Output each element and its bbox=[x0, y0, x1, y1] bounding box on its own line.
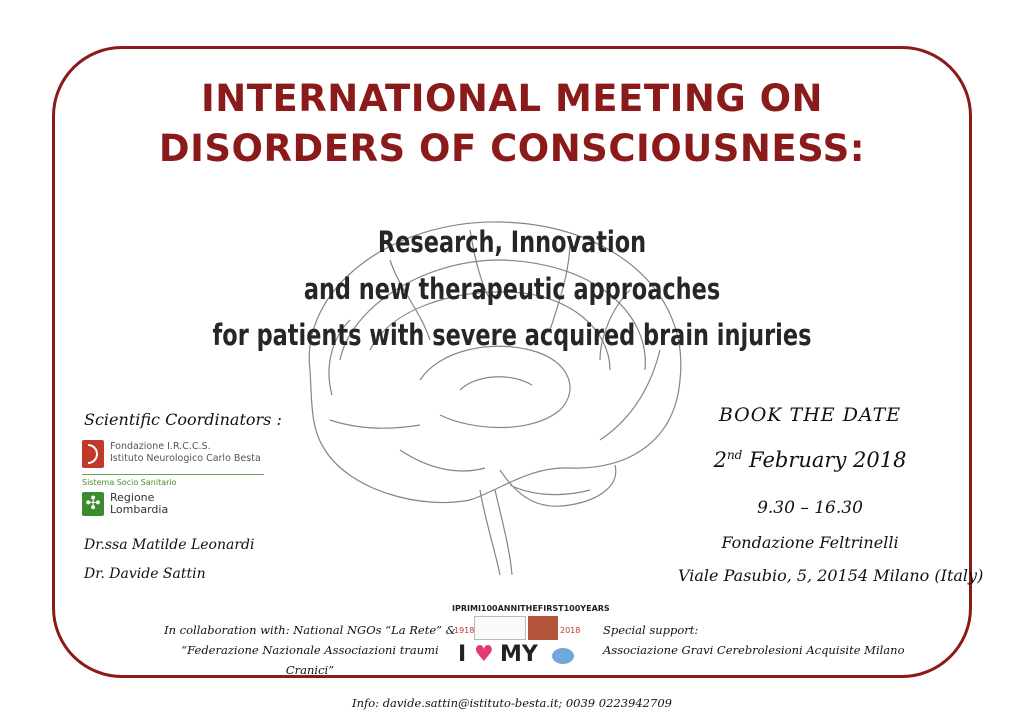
subtitle-line-3: for patients with severe acquired brain injuries bbox=[212, 318, 812, 352]
collaboration-line-1: In collaboration with: National NGOs “La Rete” & bbox=[164, 623, 456, 637]
centenary-year-start: 1918 bbox=[454, 626, 475, 635]
besta-logo-line-1: Fondazione I.R.C.C.S. bbox=[110, 441, 211, 452]
event-month-year: February 2018 bbox=[742, 448, 907, 472]
coordinator-2: Dr. Davide Sattin bbox=[84, 566, 206, 582]
i-love-letter: I bbox=[458, 642, 467, 667]
besta-logo bbox=[82, 440, 262, 470]
title-line-1: INTERNATIONAL MEETING ON bbox=[201, 77, 823, 120]
special-support-association: Associazione Gravi Cerebrolesioni Acquisite Milano bbox=[603, 643, 905, 657]
building-icon bbox=[528, 616, 558, 640]
book-the-date: BOOK THE DATE bbox=[718, 404, 902, 426]
event-address: Viale Pasubio, 5, 20154 Milano (Italy) bbox=[678, 566, 984, 585]
lombardia-logo-line-2: Lombardia bbox=[110, 503, 169, 516]
event-time: 9.30 – 16.30 bbox=[757, 498, 863, 518]
centenary-logo-badge bbox=[474, 616, 526, 640]
lombardia-logo bbox=[82, 492, 262, 520]
heart-icon: ♥ bbox=[474, 642, 494, 667]
centenary-year-end: 2018 bbox=[560, 626, 581, 635]
event-date bbox=[680, 448, 940, 472]
special-support-heading: Special support: bbox=[603, 623, 699, 637]
besta-logo-icon bbox=[82, 440, 104, 468]
event-day: 2 bbox=[713, 448, 727, 472]
lombardia-cross-icon: ✣ bbox=[82, 492, 104, 516]
collaboration-note bbox=[160, 620, 460, 680]
subtitle-line-2: and new therapeutic approaches bbox=[303, 272, 721, 306]
lombardia-logo-caption: Sistema Socio Sanitario bbox=[82, 478, 177, 487]
coordinator-1: Dr.ssa Matilde Leonardi bbox=[84, 537, 255, 553]
collaboration-line-2: “Federazione Nazionale Associazioni traumi Cranici” bbox=[181, 643, 439, 677]
title-line-2: DISORDERS OF CONSCIOUSNESS: bbox=[158, 127, 866, 170]
contact-info: Info: davide.sattin@istituto-besta.it; 0039 0223942709 bbox=[352, 696, 672, 710]
event-day-suffix: nd bbox=[726, 448, 743, 462]
coordinators-heading: Scientific Coordinators : bbox=[84, 410, 282, 429]
event-venue: Fondazione Feltrinelli bbox=[721, 533, 899, 552]
lombardia-logo-line-1: Regione bbox=[110, 491, 155, 504]
centenary-logo-banner: IPRIMI100ANNITHEFIRST100YEARS bbox=[452, 604, 610, 613]
subtitle-line-1: Research, Innovation bbox=[377, 225, 647, 259]
besta-logo-line-2: Istituto Neurologico Carlo Besta bbox=[110, 453, 261, 464]
brain-icon bbox=[552, 648, 574, 664]
my-letters: MY bbox=[500, 642, 538, 667]
centenary-logo bbox=[452, 604, 610, 670]
special-support bbox=[603, 620, 905, 660]
logo-divider bbox=[82, 474, 264, 475]
